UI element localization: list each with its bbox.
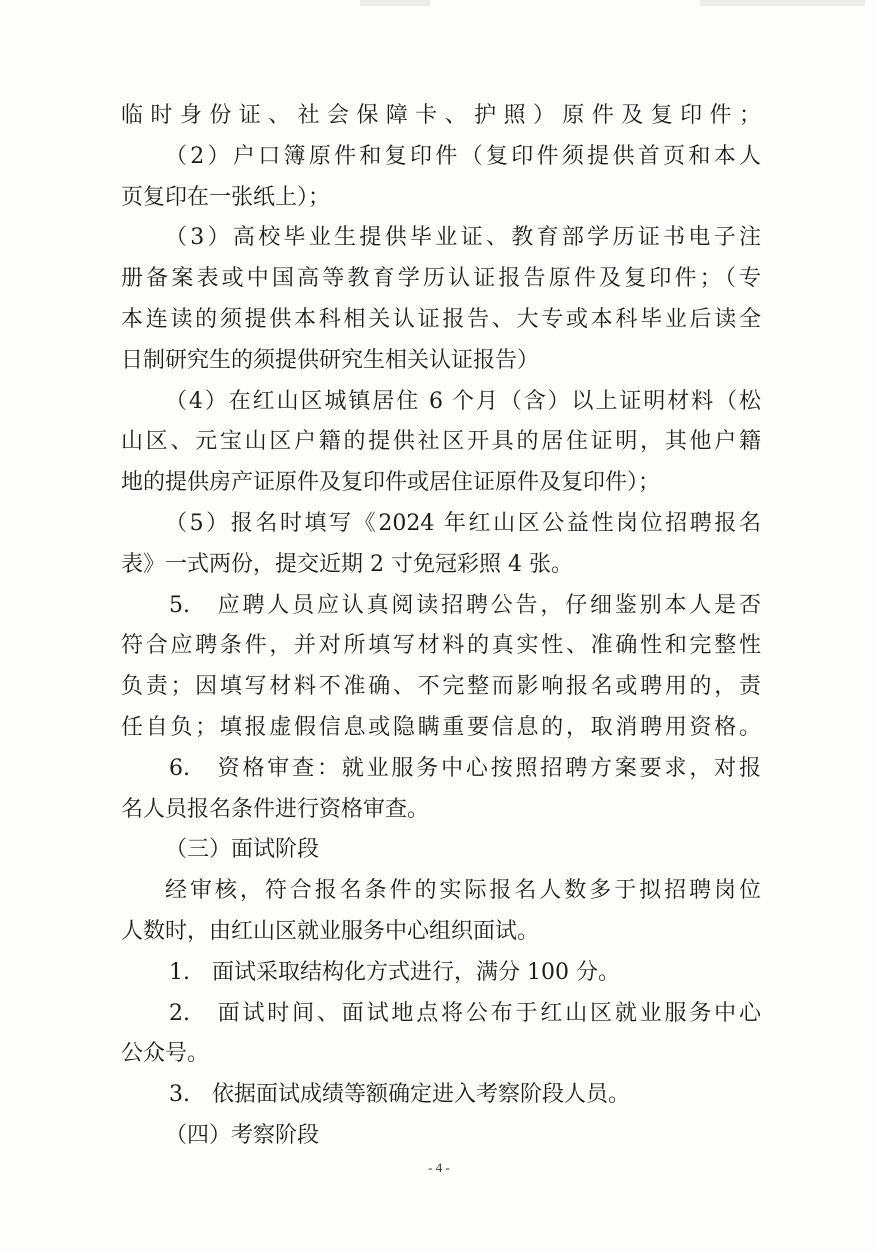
text-line: 山区、元宝山区户籍的提供社区开具的居住证明，其他户籍	[121, 429, 761, 455]
section-heading: （三）面试阶段	[165, 837, 320, 863]
text-line: 地的提供房产证原件及复印件或居住证原件及复印件）；	[121, 470, 661, 496]
text-line: 人数时，由红山区就业服务中心组织面试。	[121, 918, 540, 944]
text-line: 册备案表或中国高等教育学历认证报告原件及复印件；（专	[121, 266, 761, 292]
text-line: 页复印在一张纸上）；	[121, 184, 331, 210]
section-heading: （四）考察阶段	[165, 1122, 320, 1148]
document-body	[121, 96, 761, 1157]
text-line: 本连读的须提供本科相关认证报告、大专或本科毕业后读全	[121, 306, 761, 332]
text-line: 负责；因填写材料不准确、不完整而影响报名或聘用的，责	[121, 674, 761, 700]
text-line: （3）高校毕业生提供毕业证、教育部学历证书电子注	[165, 225, 761, 251]
text-line: 符合应聘条件，并对所填写材料的真实性、准确性和完整性	[121, 633, 761, 659]
text-line: 2. 面试时间、面试地点将公布于红山区就业服务中心	[169, 1000, 761, 1026]
page-number: - 4 -	[428, 1160, 450, 1175]
text-line: 日制研究生的须提供研究生相关认证报告）	[121, 347, 540, 373]
text-line: 3. 依据面试成绩等额确定进入考察阶段人员。	[169, 1082, 630, 1108]
text-line: 临时身份证、社会保障卡、护照）原件及复印件；	[121, 103, 761, 128]
text-line: 1. 面试采取结构化方式进行，满分 100 分。	[169, 959, 620, 985]
scan-artifact	[360, 0, 430, 6]
text-line: 表》一式两份，提交近期 2 寸免冠彩照 4 张。	[121, 551, 573, 577]
text-line: 5. 应聘人员应认真阅读招聘公告，仔细鉴别本人是否	[169, 592, 761, 618]
text-line: 公众号。	[121, 1041, 210, 1067]
text-line: （4）在红山区城镇居住 6 个月（含）以上证明材料（松	[165, 388, 761, 414]
text-line: 名人员报名条件进行资格审查。	[121, 796, 430, 822]
text-line: 6. 资格审查：就业服务中心按照招聘方案要求，对报	[169, 755, 761, 781]
text-line: 经审核，符合报名条件的实际报名人数多于拟招聘岗位	[165, 878, 761, 904]
text-line: （5）报名时填写《2024 年红山区公益性岗位招聘报名	[165, 510, 761, 536]
text-line: （2）户口簿原件和复印件（复印件须提供首页和本人	[165, 143, 761, 169]
scan-artifact	[700, 0, 865, 6]
text-line: 任自负；填报虚假信息或隐瞒重要信息的，取消聘用资格。	[121, 714, 761, 740]
